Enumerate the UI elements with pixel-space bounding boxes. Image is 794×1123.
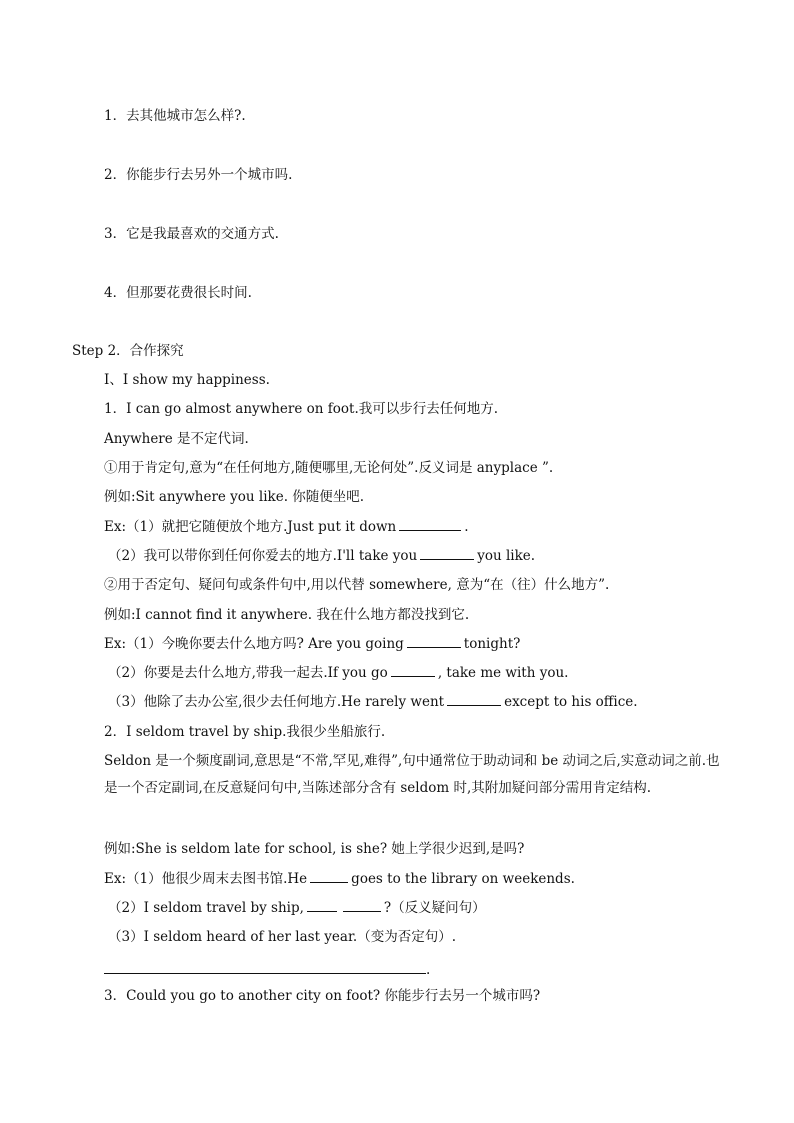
example-1: 例如:Sit anywhere you like. 你随便坐吧.: [104, 489, 365, 505]
answer-line[interactable]: [104, 972, 426, 974]
exercise-text: you like.: [477, 548, 536, 564]
answer-blank[interactable]: [391, 664, 435, 677]
exercise-text: （3）他除了去办公室,很少去任何地方.He rarely went: [108, 694, 445, 710]
answer-line-period: .: [426, 962, 431, 978]
anywhere-note: Anywhere 是不定代词.: [104, 431, 249, 447]
exercise-2-3: [108, 693, 638, 711]
translation-item-3: 3．它是我最喜欢的交通方式.: [104, 226, 279, 242]
answer-blank[interactable]: [399, 518, 461, 531]
exercise-text: tonight?: [463, 636, 521, 652]
translation-item-2: 2．你能步行去另外一个城市吗.: [104, 167, 293, 183]
translation-item-4: 4．但那要花费很长时间.: [104, 285, 252, 301]
exercise-text: （2）我可以带你到任何你爱去的地方.I'll take you: [108, 548, 418, 564]
answer-blank[interactable]: [420, 547, 474, 560]
point-2: 2．I seldom travel by ship.我很少坐船旅行.: [104, 724, 386, 740]
point-3: 3．Could you go to another city on foot? 你能步行去另一个城市吗?: [104, 988, 541, 1004]
translation-item-1: 1．去其他城市怎么样?.: [104, 108, 246, 124]
exercise-text: ?（反义疑问句）: [383, 900, 486, 916]
usage-2: ②用于否定句、疑问句或条件句中,用以代替 somewhere, 意为“在（往）什么地方”.: [104, 577, 610, 593]
answer-blank[interactable]: [407, 635, 461, 648]
exercise-text: Ex:（1）今晚你要去什么地方吗? Are you going: [104, 636, 404, 652]
exercise-3-2: [108, 899, 486, 917]
point-1: 1．I can go almost anywhere on foot.我可以步行去任何地方.: [104, 401, 499, 417]
exercise-3-1: [104, 870, 575, 888]
exercise-text: Ex:（1）就把它随便放个地方.Just put it down: [104, 519, 397, 535]
answer-blank[interactable]: [307, 899, 337, 912]
exercise-text: Ex:（1）他很少周末去图书馆.He: [104, 871, 308, 887]
example-2: 例如:I cannot find it anywhere. 我在什么地方都没找到它.: [104, 607, 470, 623]
exercise-1-2: [108, 547, 535, 565]
exercise-text: goes to the library on weekends.: [351, 871, 575, 887]
exercise-2-1: [104, 635, 520, 653]
example-3: 例如:She is seldom late for school, is she? 她上学很少迟到,是吗?: [104, 841, 525, 857]
exercise-text: （2）I seldom travel by ship,: [108, 900, 304, 916]
answer-blank[interactable]: [447, 693, 501, 706]
step-heading: Step 2．合作探究: [72, 343, 184, 359]
seldom-explanation: [104, 748, 724, 802]
exercise-text: except to his office.: [504, 694, 638, 710]
exercise-text: , take me with you.: [437, 665, 569, 681]
usage-1: ①用于肯定句,意为“在任何地方,随便哪里,无论何处”.反义词是 anyplace ”.: [104, 460, 554, 476]
paragraph-text: Seldon 是一个频度副词,意思是“不常,罕见,难得”,句中通常位于助动词和 be 动词之后,实意动词之前.也是一个否定副词,在反意疑问句中,当陈述部分含有 seldom 时,其附加疑问部分需用肯定结构.: [104, 753, 720, 796]
answer-blank[interactable]: [310, 870, 348, 883]
exercise-2-2: [108, 664, 568, 682]
section-heading: Ⅰ、I show my happiness.: [104, 372, 270, 388]
exercise-text: .: [464, 519, 469, 535]
answer-blank[interactable]: [343, 899, 381, 912]
exercise-1-1: [104, 518, 469, 536]
exercise-3-3: （3）I seldom heard of her last year.（变为否定句）.: [108, 929, 457, 945]
exercise-text: （2）你要是去什么地方,带我一起去.If you go: [108, 665, 388, 681]
